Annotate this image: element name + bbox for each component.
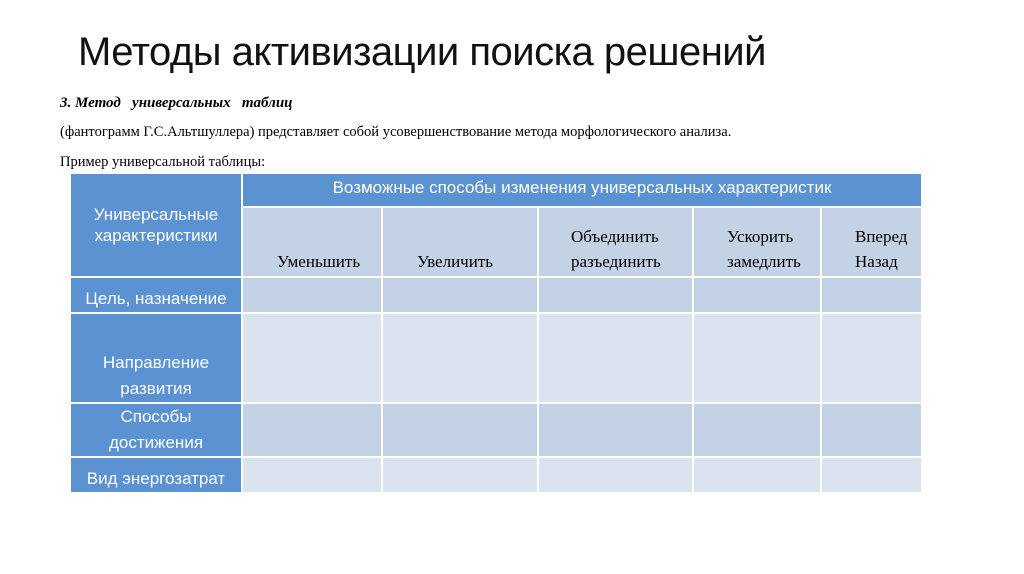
column-header-speed-slow: Ускорить замедлить xyxy=(693,207,821,277)
column-header-decrease: Уменьшить xyxy=(242,207,382,277)
table-cell xyxy=(538,277,693,313)
column-header-forward-back: Вперед Назад xyxy=(821,207,922,277)
table-row xyxy=(70,277,922,313)
method-subtitle: 3. Метод универсальных таблиц xyxy=(60,95,293,111)
table-cell xyxy=(538,403,693,457)
column-header-merge-split: Объединить разъединить xyxy=(538,207,693,277)
description-text: (фантограмм Г.С.Альтшуллера) представляет собой усовершенствование метода морфологического анализа. xyxy=(60,124,732,140)
table-cell xyxy=(693,277,821,313)
table-row xyxy=(70,403,922,457)
table-cell xyxy=(382,277,538,313)
methods-span-header: Возможные способы изменения универсальных характеристик xyxy=(242,173,922,207)
table-row xyxy=(70,457,922,493)
table-cell xyxy=(538,313,693,403)
table-cell xyxy=(382,313,538,403)
corner-line-1: Универсальные xyxy=(93,205,219,224)
table-cell xyxy=(242,277,382,313)
table-cell xyxy=(821,457,922,493)
table-cell xyxy=(693,457,821,493)
table-cell xyxy=(821,403,922,457)
column-header-increase: Увеличить xyxy=(382,207,538,277)
table-cell xyxy=(382,457,538,493)
slide-title: Методы активизации поиска решений xyxy=(78,30,766,74)
table-cell xyxy=(538,457,693,493)
table-cell xyxy=(821,313,922,403)
table-cell xyxy=(693,403,821,457)
table-cell xyxy=(242,457,382,493)
row-header-purpose: Цель, назначение xyxy=(70,277,242,313)
table-cell xyxy=(382,403,538,457)
example-caption: Пример универсальной таблицы: xyxy=(60,154,266,170)
table-cell xyxy=(693,313,821,403)
universal-table xyxy=(69,172,923,494)
row-header-direction: Направление развития xyxy=(70,313,242,403)
corner-header xyxy=(70,173,242,277)
table-cell xyxy=(242,313,382,403)
corner-line-2: характеристики xyxy=(94,226,218,245)
table-row xyxy=(70,313,922,403)
row-header-energy: Вид энергозатрат xyxy=(70,457,242,493)
table-cell xyxy=(242,403,382,457)
row-header-means: Способы достижения xyxy=(70,403,242,457)
table-cell xyxy=(821,277,922,313)
